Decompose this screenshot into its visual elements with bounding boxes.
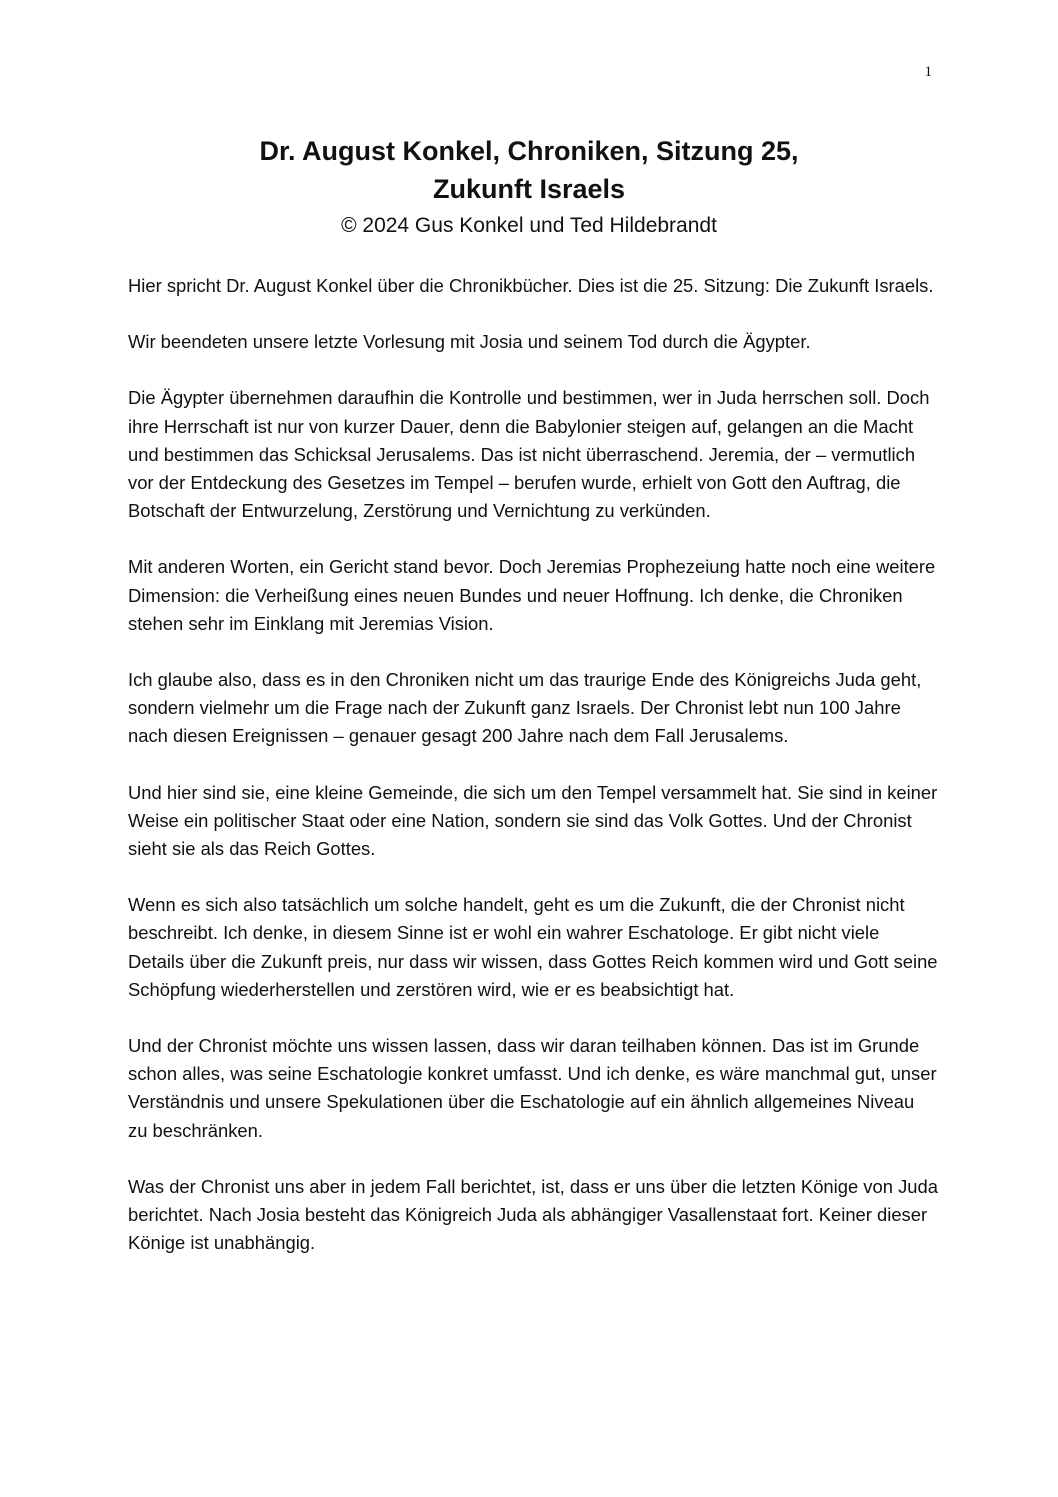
paragraph: Ich glaube also, dass es in den Chroniken nicht um das traurige Ende des Königreichs Juda geht, sondern vielmehr um die Frage nach der Zukunft ganz Israels. Der Chronist lebt nun 100 Jahre nach diesen Ereignissen – genauer gesagt 200 Jahre nach dem Fall Jerusalems. bbox=[128, 669, 922, 747]
paragraph: Wenn es sich also tatsächlich um solche handelt, geht es um die Zukunft, die der Chronist nicht beschreibt. Ich denke, in diesem Sinne ist er wohl ein wahrer Eschatologe. Er gibt nicht viele Details über die Zukunft preis, nur dass wir wissen, dass Gottes Reich kommen wird und Gott seine Schöpfung wiederherstellen und zerstören wird, wie er es beabsichtigt hat. bbox=[128, 894, 938, 1000]
title-line-1: Dr. August Konkel, Chroniken, Sitzung 25, bbox=[259, 136, 799, 166]
paragraph: Und hier sind sie, eine kleine Gemeinde, die sich um den Tempel versammelt hat. Sie sind in keiner Weise ein politischer Staat oder eine Nation, sondern sie sind das Volk Gottes. Und der Chronist sieht sie als das Reich Gottes. bbox=[128, 781, 938, 860]
paragraph: Was der Chronist uns aber in jedem Fall berichtet, ist, dass er uns über die letzten Könige von Juda berichtet. Nach Josia besteht das Königreich Juda als abhängiger Vasallenstaat fort. Keiner dieser Könige ist unabhängig. bbox=[128, 1175, 938, 1254]
paragraph: Die Ägypter übernehmen daraufhin die Kontrolle und bestimmen, wer in Juda herrschen soll. Doch ihre Herrschaft ist nur von kurzer Dauer, denn die Babylonier steigen auf, gelangen an die Macht und bestimmen das Schicksal Jerusalems. Das ist nicht überraschend. Jeremia, der – vermutlich vor der Entdeckung des Gesetzes im Tempel – berufen wurde, erhielt von Gott den Auftrag, die Botschaft der Entwurzelung, Zerstörung und Vernichtung zu verkünden. bbox=[128, 387, 930, 522]
document-header bbox=[0, 132, 1058, 241]
paragraph: Mit anderen Worten, ein Gericht stand bevor. Doch Jeremias Prophezeiung hatte noch eine weitere Dimension: die Verheißung eines neuen Bundes und neuer Hoffnung. Ich denke, die Chroniken stehen sehr im Einklang mit Jeremias Vision. bbox=[128, 556, 936, 634]
paragraph: Hier spricht Dr. August Konkel über die Chronikbücher. Dies ist die 25. Sitzung: Die Zukunft Israels. bbox=[128, 275, 934, 296]
page-number: 1 bbox=[924, 64, 932, 80]
paragraph: Und der Chronist möchte uns wissen lassen, dass wir daran teilhaben können. Das ist im Grunde schon alles, was seine Eschatologie konkret umfasst. Und ich denke, es wäre manchmal gut, unser Verständnis und unsere Spekulationen über die Eschatologie auf ein ähnlich allgemeines Niveau zu beschränken. bbox=[128, 1035, 937, 1141]
title-line-2: Zukunft Israels bbox=[432, 174, 626, 204]
document-body bbox=[128, 272, 938, 1285]
document-title bbox=[0, 132, 1058, 208]
paragraph: Wir beendeten unsere letzte Vorlesung mit Josia und seinem Tod durch die Ägypter. bbox=[128, 331, 811, 353]
copyright-line: © 2024 Gus Konkel und Ted Hildebrandt bbox=[341, 214, 717, 237]
